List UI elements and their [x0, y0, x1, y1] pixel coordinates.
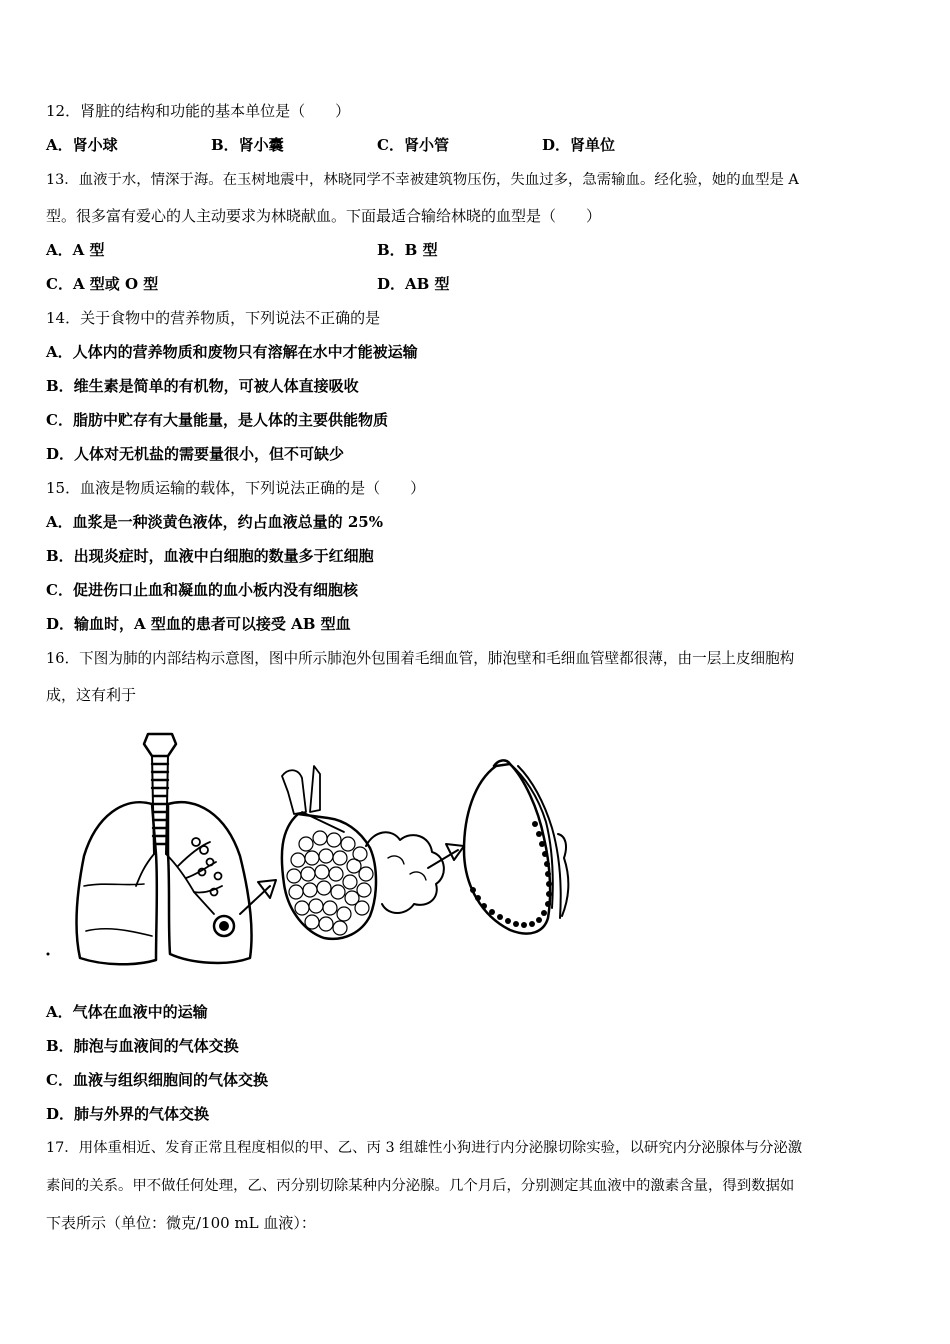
lung-structure-figure	[44, 726, 584, 976]
trachea-drawing	[144, 734, 176, 854]
q14-option-a: A．人体内的营养物质和废物只有溶解在水中才能被运输	[46, 343, 418, 361]
q15-stem: 15．血液是物质运输的载体，下列说法正确的是（ ）	[46, 479, 426, 497]
q14-option-d: D．人体对无机盐的需要量很小，但不可缺少	[46, 445, 345, 463]
q15-option-a: A．血浆是一种淡黄色液体，约占血液总量的 25%	[46, 513, 383, 531]
q12-option-a: A．肾小球	[46, 136, 118, 154]
q16-option-b: B．肺泡与血液间的气体交换	[46, 1037, 239, 1055]
q12-stem: 12．肾脏的结构和功能的基本单位是（ ）	[46, 102, 351, 120]
q13-option-c: C．A 型或 O 型	[46, 275, 159, 293]
q14-stem: 14．关于食物中的营养物质，下列说法不正确的是	[46, 309, 381, 327]
q13-stem-line2: 型。很多富有爱心的人主动要求为林晓献血。下面最适合输给林晓的血型是（ ）	[46, 207, 602, 225]
right-lung-drawing	[168, 802, 252, 963]
q13-option-a: A．A 型	[46, 241, 105, 259]
q13-option-b: B．B 型	[377, 241, 438, 259]
q16-option-c: C．血液与组织细胞间的气体交换	[46, 1071, 268, 1089]
q13-option-d: D．AB 型	[377, 275, 450, 293]
q17-stem-line2: 素间的关系。甲不做任何处理，乙、丙分别切除某种内分泌腺。几个月后，分别测定其血液中的激素含量，得到数据如	[46, 1178, 795, 1194]
q12-option-d: D．肾单位	[542, 136, 616, 154]
q14-option-c: C．脂肪中贮存有大量能量，是人体的主要供能物质	[46, 411, 388, 429]
q16-stem-line2: 成，这有利于	[46, 686, 137, 704]
q12-option-c: C．肾小管	[377, 136, 449, 154]
left-lung-drawing	[77, 802, 157, 964]
q16-stem-line1: 16．下图为肺的内部结构示意图，图中所示肺泡外包围着毛细血管，肺泡壁和毛细血管壁都很薄，由一层上皮细胞构	[46, 650, 795, 667]
q15-option-b: B．出现炎症时，血液中白细胞的数量多于红细胞	[46, 547, 374, 565]
q14-option-b: B．维生素是简单的有机物，可被人体直接吸收	[46, 377, 359, 395]
alveoli-cluster-drawing	[282, 766, 444, 939]
q12-option-b: B．肾小囊	[211, 136, 284, 154]
q16-option-d: D．肺与外界的气体交换	[46, 1105, 210, 1123]
q16-option-a: A．气体在血液中的运输	[46, 1003, 208, 1021]
q15-option-c: C．促进伤口止血和凝血的血小板内没有细胞核	[46, 581, 358, 599]
alveolus-capillary-drawing	[464, 760, 568, 933]
q15-option-d: D．输血时，A 型血的患者可以接受 AB 型血	[46, 615, 351, 633]
q13-stem-line1: 13．血液于水，情深于海。在玉树地震中，林晓同学不幸被建筑物压伤，失血过多，急需输血。经化验，她的血型是 A	[46, 172, 799, 188]
q17-stem-line3: 下表所示（单位：微克/100 mL 血液）：	[46, 1214, 316, 1232]
bronchial-tree	[136, 838, 222, 914]
q17-stem-line1: 17．用体重相近、发育正常且程度相似的甲、乙、丙 3 组雄性小狗进行内分泌腺切除实验，以研究内分泌腺体与分泌激	[46, 1140, 803, 1156]
arrow-2	[428, 844, 464, 868]
